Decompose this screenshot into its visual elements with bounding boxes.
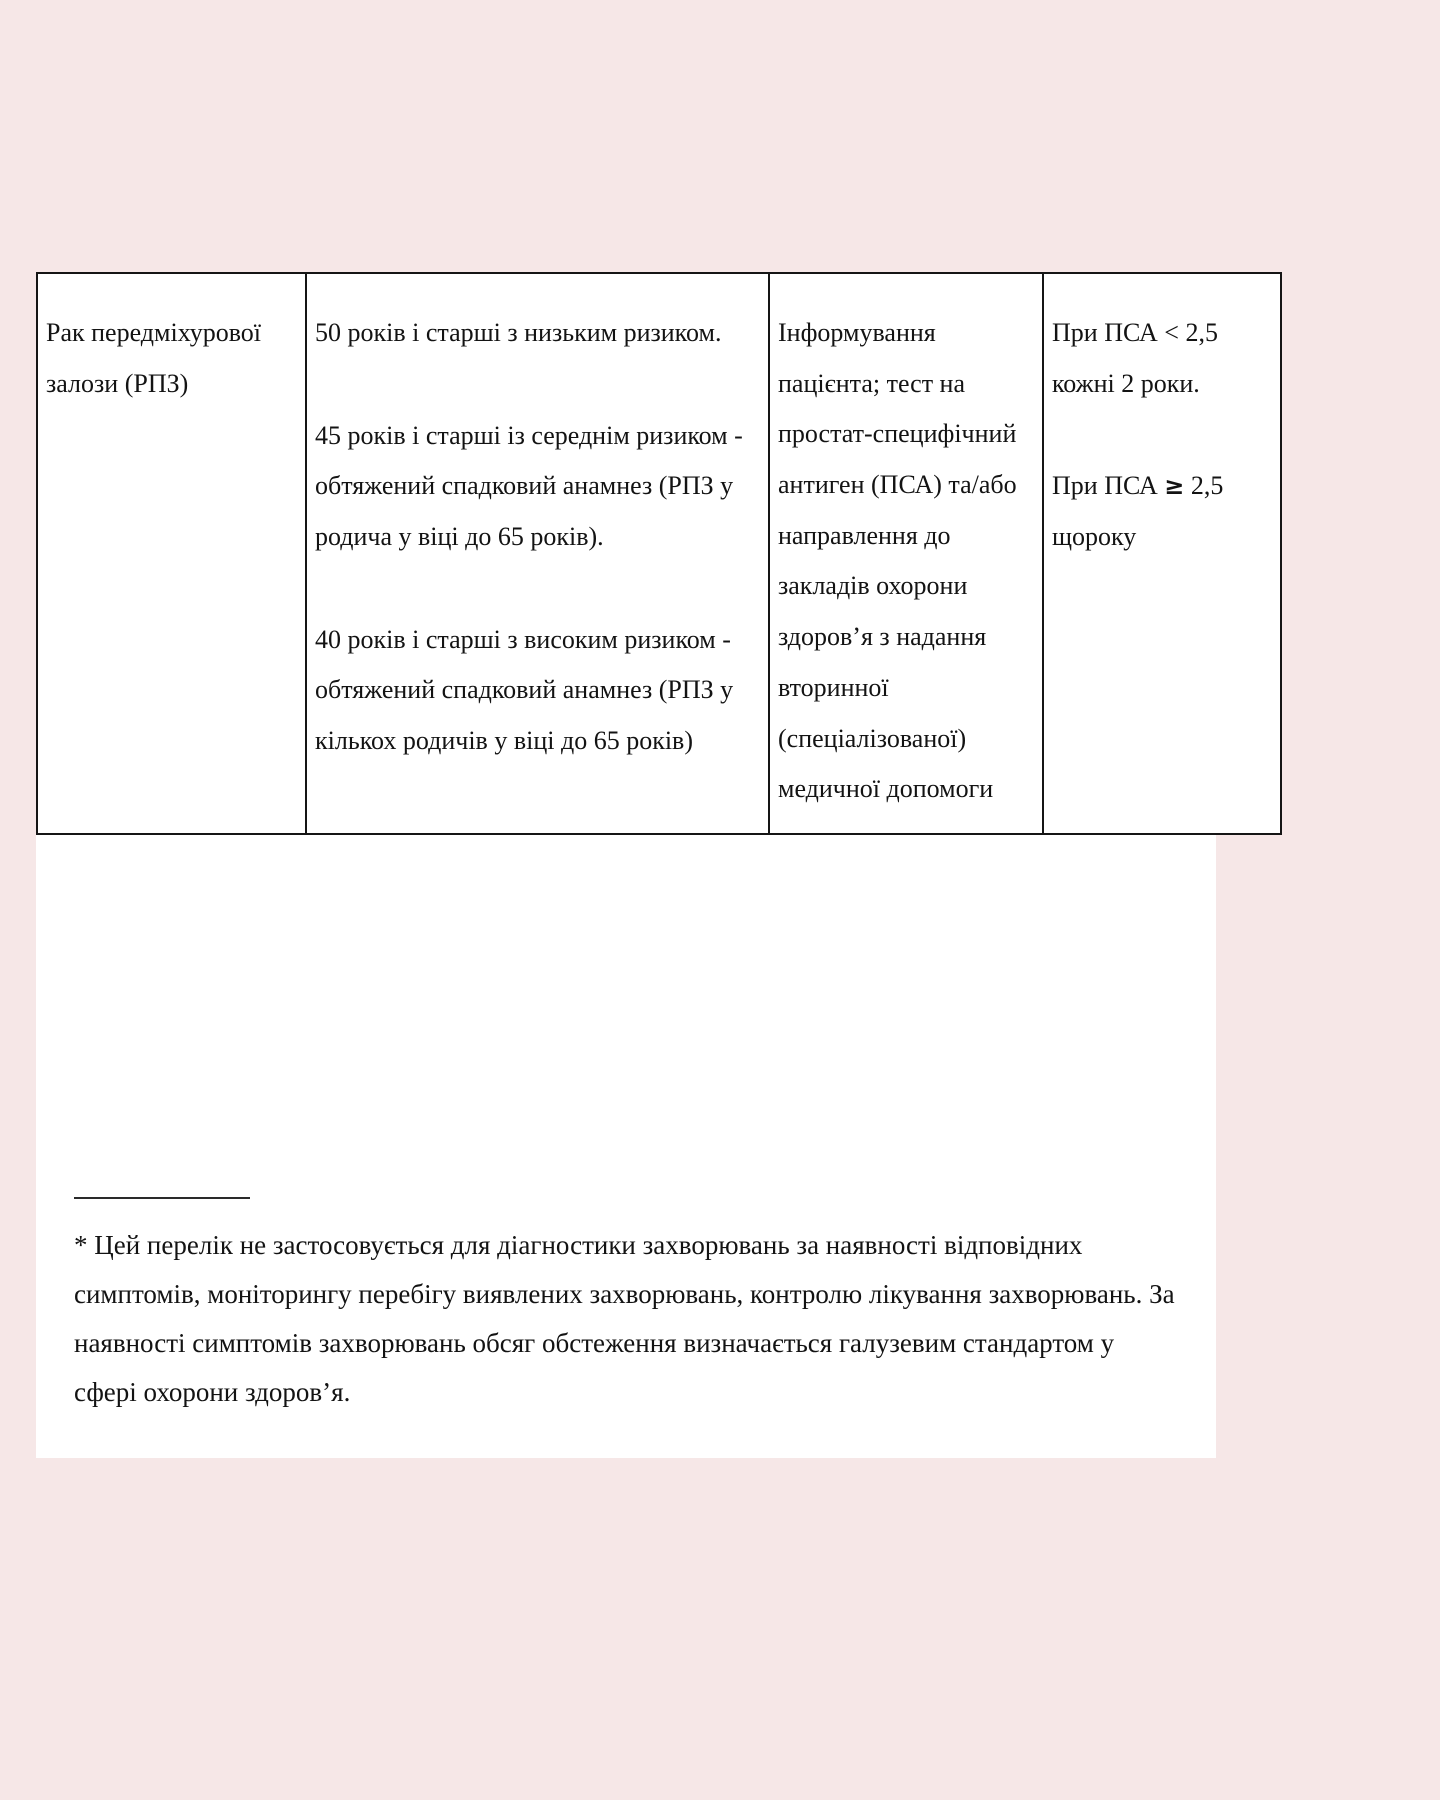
table-row [37,273,1281,834]
frequency-high-psa-suffix: 2,5 щороку [1052,471,1224,552]
greater-equal-symbol: ≥ [1164,472,1185,501]
footnote-block [36,1135,1216,1458]
footnote-text: * Цей перелік не застосовується для діагностики захворювань за наявності відповідних симптомів, моніторингу перебігу виявлених захворювань, контролю лікування захворювань. За наявності симптомів захворювань обсяг обстеження визначається галузевим стандартом у сфері охорони здоров’я. [36,1199,1216,1458]
disease-name: Рак передміхурової залози (РПЗ) [46,318,262,398]
frequency-high-psa [1052,461,1274,562]
target-group-medium-risk: 45 років і старші із середнім ризиком - обтяжений спадковий анамнез (РПЗ у родича у віці до 65 років). [315,420,743,552]
cell-target-group [306,273,769,834]
cell-disease [37,273,306,834]
intervention-description: Інформування пацієнта; тест на простат-специфічний антиген (ПСА) та/або направлення до закладів охорони здоров’я з надання вторинної (спеціалізованої) медичної допомоги [778,318,1017,804]
target-group-low-risk: 50 років і старші з низьким ризиком. [315,318,722,347]
frequency-low-psa: При ПСА < 2,5 кожні 2 роки. [1052,318,1218,398]
target-group-high-risk: 40 років і старші з високим ризиком - обтяжений спадковий анамнез (РПЗ у кількох родичів у віці до 65 років) [315,624,734,756]
footnote-spacer [36,1135,1216,1197]
frequency-high-psa-prefix: При ПСА [1052,471,1165,501]
screening-table [36,272,1282,835]
cell-intervention [769,273,1043,834]
cell-frequency [1043,273,1281,834]
screening-table-container [36,272,1224,835]
